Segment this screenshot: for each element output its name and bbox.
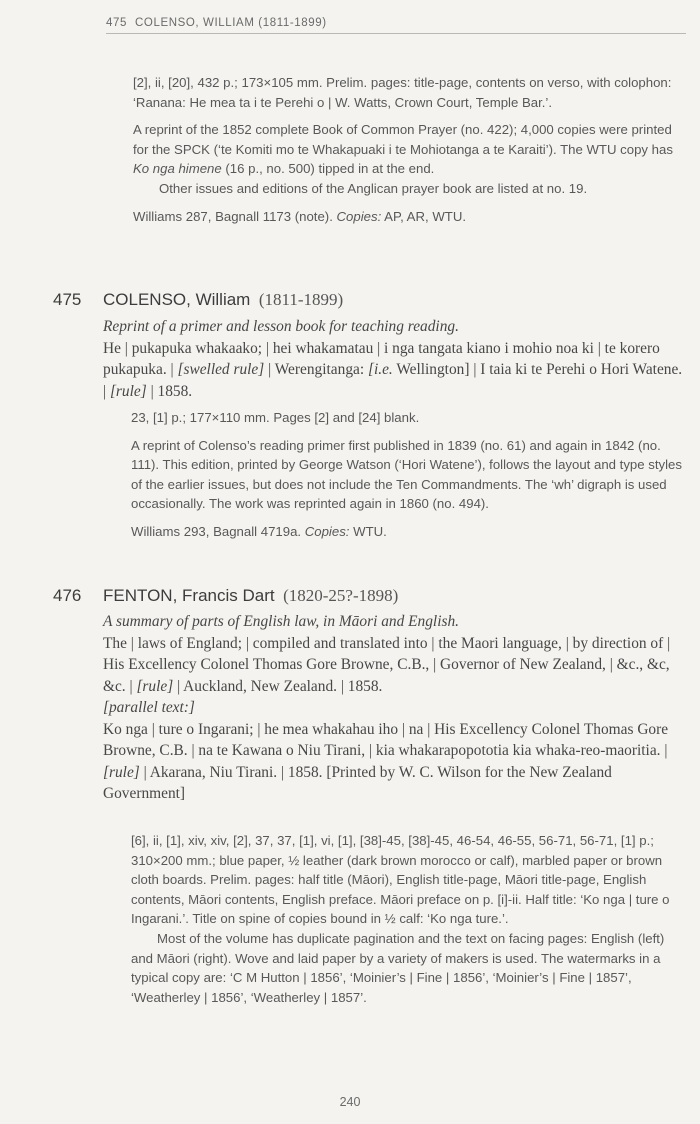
entry-heading-475 <box>53 290 683 310</box>
entry-author: FENTON, Francis Dart <box>103 586 275 605</box>
continuation-block <box>133 73 685 226</box>
entry-notes-475 <box>131 408 685 542</box>
parallel-text-label: [parallel text:] <box>103 699 195 716</box>
running-head-number: 475 <box>106 17 127 29</box>
running-head <box>106 17 686 34</box>
entry-dates: (1820-25?-1898) <box>283 586 399 605</box>
bibliographic-note: Most of the volume has duplicate pagination and the text on facing pages: English (left) and Māori (right). Wove and laid paper by a variety of makers is used. The watermarks in a typical copy are: ‘C M Hutton | 1856’, ‘Moinier’s | Fine | 1856’, ‘Moinier’s | Fine | 1857’, ‘Weatherley | 1856’, ‘Weatherley | 1857’. <box>131 930 665 1005</box>
entry-author: COLENSO, William <box>103 290 251 309</box>
collation: 23, [1] p.; 177×110 mm. Pages [2] and [24] blank. <box>131 410 420 425</box>
transcribed-title: He | pukapuka whakaako; | hei whakamatau | i nga tangata kiano i mohio noa ki | te korero pukapuka. | [swelled rule] | Werengitanga: [i.e. Wellington] | I taia ki te Perehi o Hori Watene. | [rule] | 1858. <box>103 339 683 400</box>
entry-title-block-475 <box>103 316 688 402</box>
short-title: A summary of parts of English law, in Māori and English. <box>103 613 459 630</box>
bibliographic-note: A reprint of Colenso’s reading primer first published in 1839 (no. 61) and again in 1842 (no. 111). This edition, printed by George Watson (‘Hori Watene’), follows the layout and type styles of the earlier issues, but does not include the Ten Commandments. The ‘wh’ digraph is used occasionally. The work was reprinted again in 1860 (no. 494). <box>131 437 682 512</box>
references: Williams 293, Bagnall 4719a. Copies: WTU. <box>131 523 387 539</box>
references: Williams 287, Bagnall 1173 (note). Copies: AP, AR, WTU. <box>133 208 467 224</box>
entry-number: 476 <box>53 586 82 605</box>
entry-heading-476 <box>53 586 683 606</box>
page-number: 240 <box>339 1095 361 1109</box>
parallel-title: Ko nga | ture o Ingarani; | he mea whakahau iho | na | His Excellency Colonel Thomas Gore Browne, C.B. | na te Kawana o Niu Tirani, | kia whakarapopototia kia whaka-reo-maoritia. | [rule] | Akarana, Niu Tirani. | 1858. [Printed by W. C. Wilson for the New Zealand Government] <box>103 720 669 802</box>
bibliographic-note: A reprint of the 1852 complete Book of Common Prayer (no. 422); 4,000 copies were printed for the SPCK (‘te Komiti mo te Whakapuaki i te Mohiotanga a te Karaiti’). The WTU copy has Ko nga himene (16 p., no. 500) tipped in at the end. <box>133 122 673 177</box>
running-head-text: COLENSO, WILLIAM (1811-1899) <box>135 17 327 29</box>
entry-notes-476 <box>131 831 685 1007</box>
collation: [6], ii, [1], xiv, xiv, [2], 37, 37, [1], vi, [1], [38]-45, [38]-45, 46-54, 46-55, 56-71, 56-71, [1] p.; 310×200 mm.; blue paper, ½ leather (dark brown morocco or calf), marbled paper or brown cloth boards. Prelim. pages: half title (Māori), English title-page, Māori title-page, English contents, Māori contents, English preface. Māori preface on p. [i]-ii. Half title: ‘Ko nga | ture o Ingarani.’. Title on spine of copies bound in ½ calf: ‘Ko nga ture.’. <box>131 833 670 927</box>
bibliographic-note: Other issues and editions of the Anglican prayer book are listed at no. 19. <box>159 180 588 196</box>
entry-title-block-476 <box>103 611 688 805</box>
transcribed-title: The | laws of England; | compiled and translated into | the Maori language, | by direction of | His Excellency Colonel Thomas Gore Browne, C.B., | Governor of New Zealand, | &c., &c, &c. | [rule] | Auckland, New Zealand. | 1858. <box>103 634 671 695</box>
entry-number: 475 <box>53 290 82 309</box>
short-title: Reprint of a primer and lesson book for teaching reading. <box>103 318 459 335</box>
entry-dates: (1811-1899) <box>258 290 344 309</box>
collation: [2], ii, [20], 432 p.; 173×105 mm. Prelim. pages: title-page, contents on verso, with colophon: ‘Ranana: He mea ta i te Perehi o | W. Watts, Crown Court, Temple Bar.’. <box>133 75 672 110</box>
